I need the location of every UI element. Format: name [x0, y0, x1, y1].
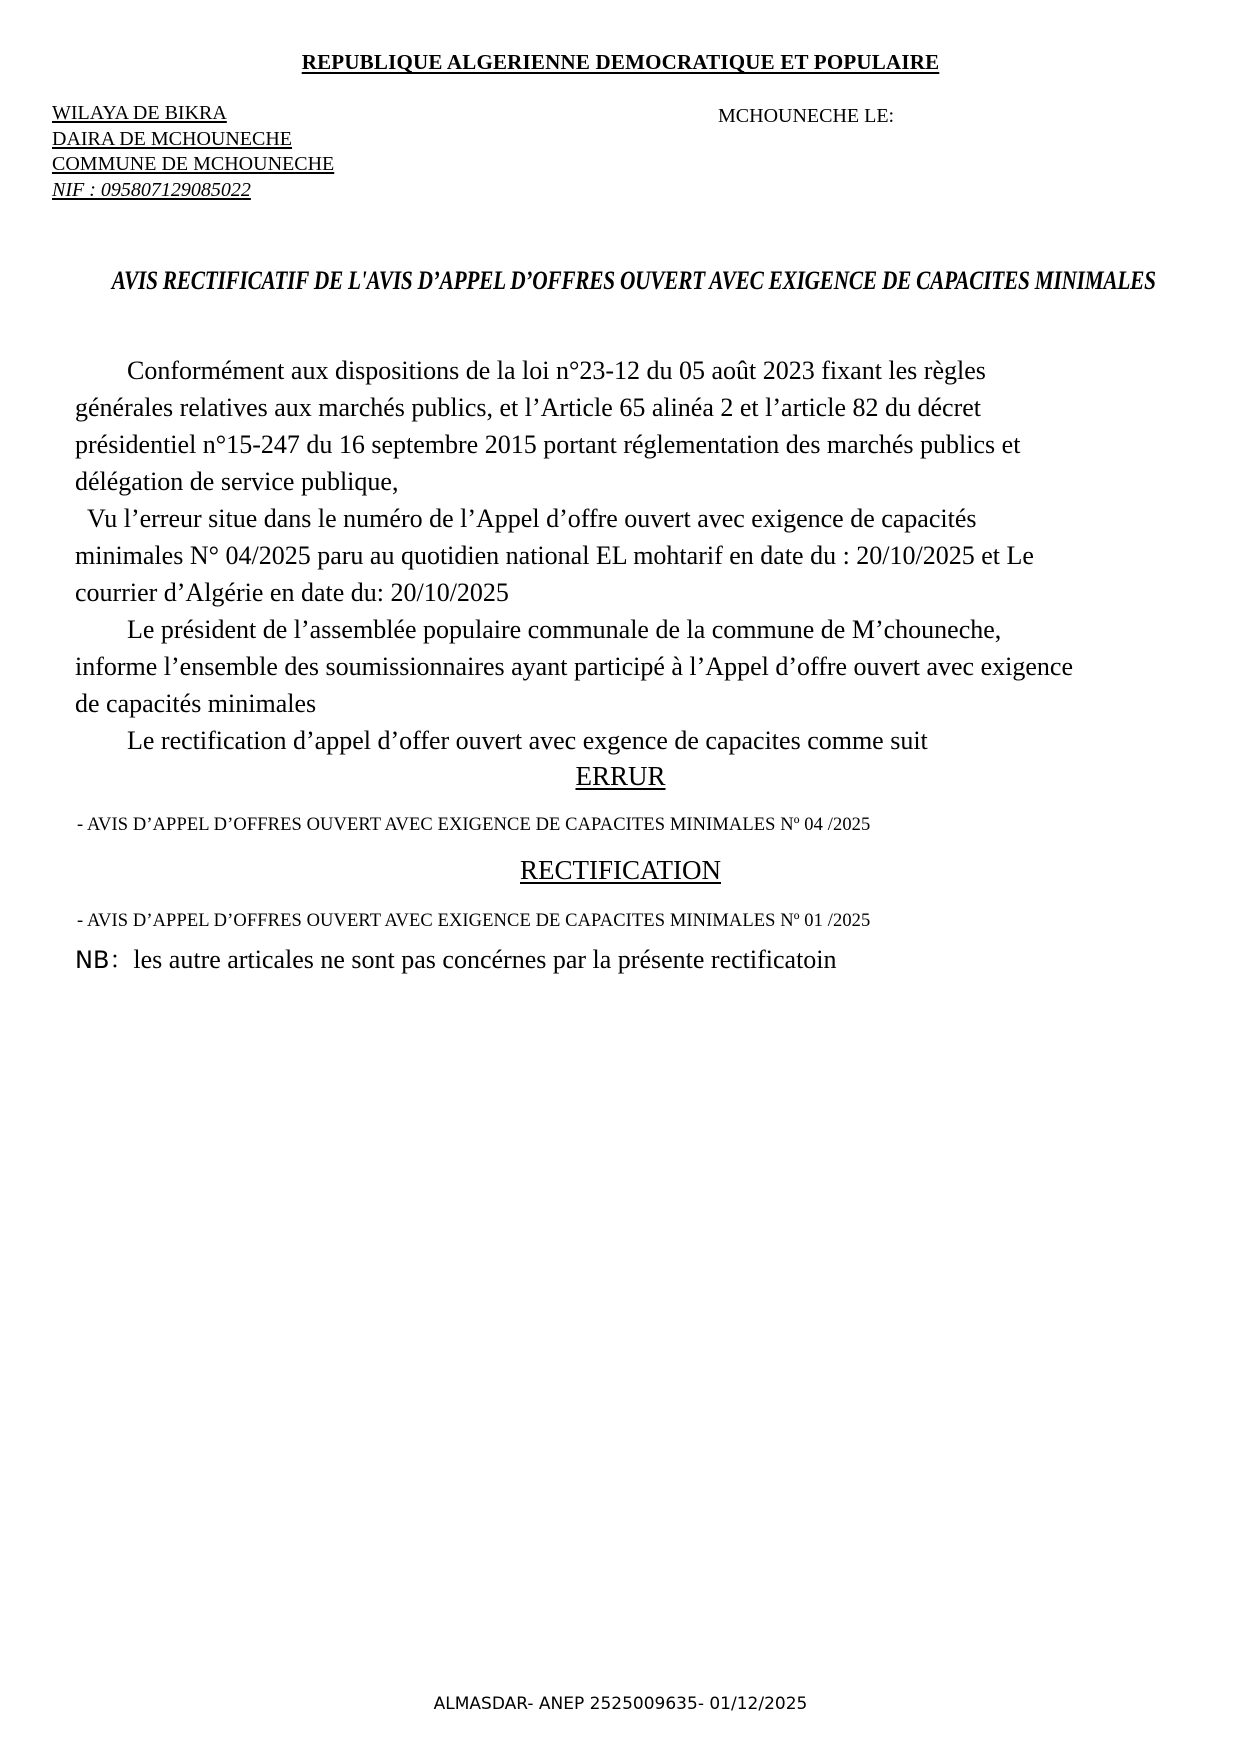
- national-header: [0, 50, 1241, 75]
- nif-line: NIF : 095807129085022: [52, 178, 251, 201]
- body-text: [75, 352, 1075, 759]
- national-header-text: REPUBLIQUE ALGERIENNE DEMOCRATIQUE ET POPULAIRE: [301, 50, 940, 74]
- rectification-heading: [0, 855, 1241, 886]
- place-date-line: MCHOUNECHE LE:: [718, 105, 895, 127]
- daira-line: DAIRA DE MCHOUNECHE: [52, 127, 292, 150]
- errur-detail-line: - AVIS D’APPEL D’OFFRES OUVERT AVEC EXIGENCE DE CAPACITES MINIMALES Nº 04 /2025: [77, 815, 871, 835]
- nb-label: NB：: [75, 946, 134, 974]
- rectification-heading-text: RECTIFICATION: [520, 855, 721, 885]
- rectification-detail-line: - AVIS D’APPEL D’OFFRES OUVERT AVEC EXIGENCE DE CAPACITES MINIMALES Nº 01 /2025: [77, 911, 871, 931]
- administrative-header-block: [52, 101, 334, 203]
- footer-anep-line: ALMASDAR- ANEP 2525009635- 01/12/2025: [433, 1694, 808, 1714]
- nb-text: les autre articales ne sont pas concérnes par la présente rectificatoin: [133, 945, 837, 974]
- errur-heading: [0, 761, 1241, 792]
- body-paragraph-4: Le rectification d’appel d’offer ouvert avec exgence de capacites comme suit: [127, 726, 928, 755]
- body-paragraph-1: Conformément aux dispositions de la loi n°23-12 du 05 août 2023 fixant les règles générales relatives aux marchés publics, et l’Article 65 alinéa 2 et l’article 82 du décret présidentiel n°15-247 du 16 septembre 2015 portant réglementation des marchés publics et délégation de service publique,: [75, 356, 1021, 496]
- commune-line: COMMUNE DE MCHOUNECHE: [52, 153, 335, 175]
- body-paragraph-3: Le président de l’assemblée populaire communale de la commune de M’chouneche, informe l’ensemble des soumissionnaires ayant participé à l’Appel d’offre ouvert avec exigence de capacités minimales: [75, 615, 1073, 718]
- nb-note: [75, 941, 837, 979]
- page-title: AVIS RECTIFICATIF DE L'AVIS D’APPEL D’OFFRES OUVERT AVEC EXIGENCE DE CAPACITES MINIMALES: [111, 266, 1156, 295]
- wilaya-line: WILAYA DE BIKRA: [52, 102, 227, 124]
- body-paragraph-2: Vu l’erreur situe dans le numéro de l’Appel d’offre ouvert avec exigence de capacités minimales N° 04/2025 paru au quotidien national EL mohtarif en date du : 20/10/2025 et Le courrier d’Algérie en date du: 20/10/2025: [75, 504, 1034, 607]
- errur-heading-text: ERRUR: [575, 761, 666, 791]
